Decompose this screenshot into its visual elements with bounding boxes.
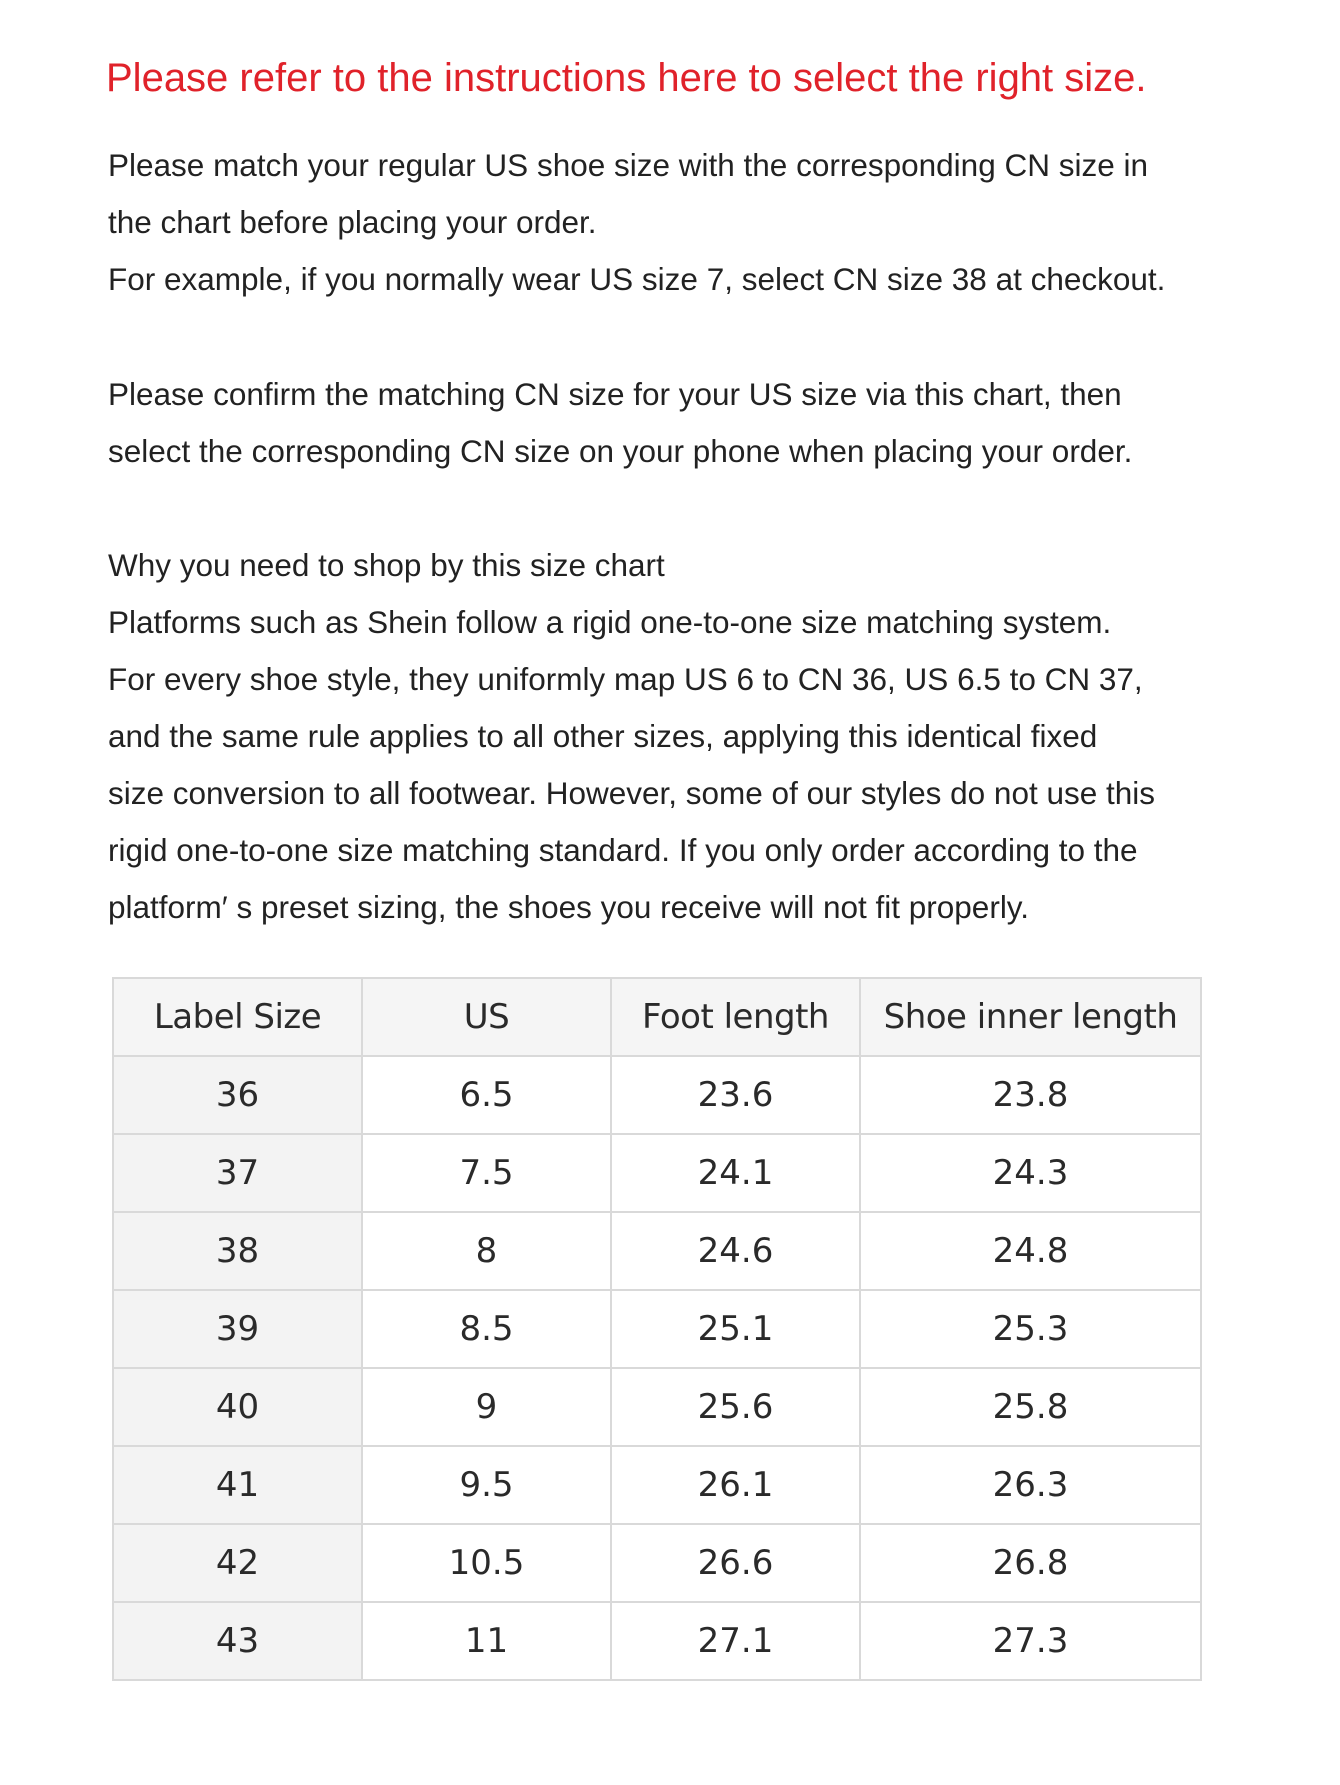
header-foot-length: Foot length xyxy=(611,978,860,1056)
cell-foot-length: 23.6 xyxy=(611,1056,860,1134)
confirm-paragraph xyxy=(108,366,1268,480)
cell-label-size: 43 xyxy=(113,1602,362,1680)
page-title: Please refer to the instructions here to select the right size. xyxy=(106,56,1147,100)
intro-paragraph xyxy=(108,137,1268,308)
intro-line: Please match your regular US shoe size with the corresponding CN size in xyxy=(108,147,1148,183)
confirm-line: Please confirm the matching CN size for your US size via this chart, then xyxy=(108,376,1122,412)
cell-label-size: 42 xyxy=(113,1524,362,1602)
why-line: rigid one-to-one size matching standard. If you only order according to the xyxy=(108,832,1138,868)
why-line: Platforms such as Shein follow a rigid one-to-one size matching system. xyxy=(108,604,1112,640)
header-us: US xyxy=(362,978,611,1056)
cell-us: 11 xyxy=(362,1602,611,1680)
cell-foot-length: 25.1 xyxy=(611,1290,860,1368)
cell-label-size: 37 xyxy=(113,1134,362,1212)
size-chart-table xyxy=(112,977,1202,1681)
confirm-line: select the corresponding CN size on your phone when placing your order. xyxy=(108,433,1133,469)
cell-foot-length: 24.6 xyxy=(611,1212,860,1290)
cell-shoe-inner-length: 25.8 xyxy=(860,1368,1201,1446)
why-paragraph xyxy=(108,537,1268,936)
cell-us: 9 xyxy=(362,1368,611,1446)
cell-foot-length: 26.6 xyxy=(611,1524,860,1602)
cell-foot-length: 26.1 xyxy=(611,1446,860,1524)
cell-label-size: 36 xyxy=(113,1056,362,1134)
cell-shoe-inner-length: 26.3 xyxy=(860,1446,1201,1524)
intro-line: the chart before placing your order. xyxy=(108,204,597,240)
cell-label-size: 38 xyxy=(113,1212,362,1290)
cell-shoe-inner-length: 26.8 xyxy=(860,1524,1201,1602)
why-line: size conversion to all footwear. However, some of our styles do not use this xyxy=(108,775,1156,811)
cell-label-size: 40 xyxy=(113,1368,362,1446)
cell-foot-length: 24.1 xyxy=(611,1134,860,1212)
intro-line: For example, if you normally wear US size 7, select CN size 38 at checkout. xyxy=(108,261,1166,297)
cell-shoe-inner-length: 27.3 xyxy=(860,1602,1201,1680)
cell-label-size: 39 xyxy=(113,1290,362,1368)
cell-us: 9.5 xyxy=(362,1446,611,1524)
header-label-size: Label Size xyxy=(113,978,362,1056)
cell-shoe-inner-length: 25.3 xyxy=(860,1290,1201,1368)
cell-foot-length: 27.1 xyxy=(611,1602,860,1680)
table-row xyxy=(113,1134,1201,1212)
cell-shoe-inner-length: 23.8 xyxy=(860,1056,1201,1134)
cell-shoe-inner-length: 24.8 xyxy=(860,1212,1201,1290)
table-row xyxy=(113,1446,1201,1524)
table-row xyxy=(113,1290,1201,1368)
table-row xyxy=(113,1212,1201,1290)
cell-shoe-inner-length: 24.3 xyxy=(860,1134,1201,1212)
table-body xyxy=(113,1056,1201,1680)
table-row xyxy=(113,1368,1201,1446)
cell-us: 7.5 xyxy=(362,1134,611,1212)
cell-us: 10.5 xyxy=(362,1524,611,1602)
why-heading: Why you need to shop by this size chart xyxy=(108,547,665,583)
why-line: For every shoe style, they uniformly map US 6 to CN 36, US 6.5 to CN 37, xyxy=(108,661,1143,697)
cell-us: 6.5 xyxy=(362,1056,611,1134)
cell-us: 8 xyxy=(362,1212,611,1290)
cell-us: 8.5 xyxy=(362,1290,611,1368)
table-header-row xyxy=(113,978,1201,1056)
table-row xyxy=(113,1524,1201,1602)
table-row xyxy=(113,1602,1201,1680)
header-shoe-inner-length: Shoe inner length xyxy=(860,978,1201,1056)
cell-foot-length: 25.6 xyxy=(611,1368,860,1446)
why-line: and the same rule applies to all other sizes, applying this identical fixed xyxy=(108,718,1098,754)
why-line: platform′ s preset sizing, the shoes you receive will not fit properly. xyxy=(108,889,1029,925)
cell-label-size: 41 xyxy=(113,1446,362,1524)
table-row xyxy=(113,1056,1201,1134)
